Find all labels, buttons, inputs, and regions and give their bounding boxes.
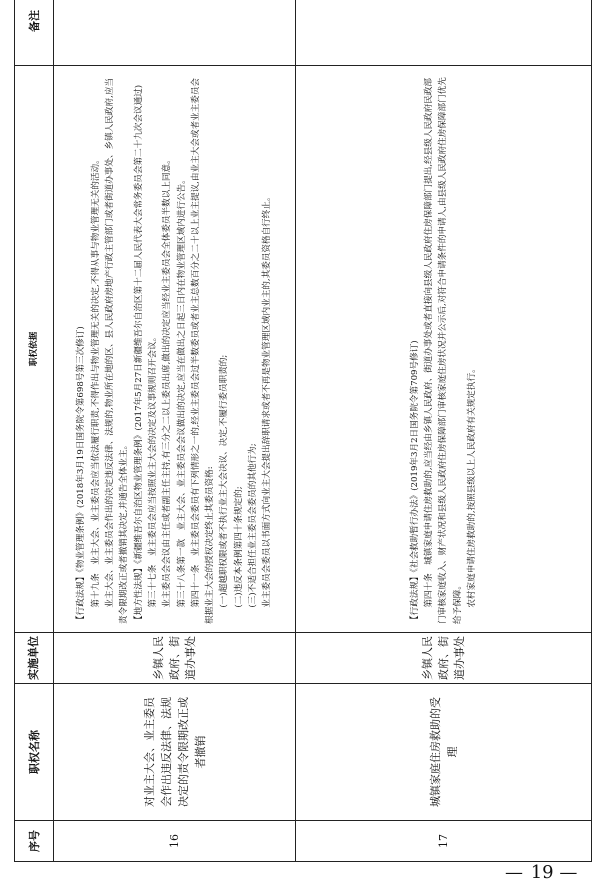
- basis-paragraph: 业主委员会会议由主任或者副主任主持,有三分之二以上委员出席,做出的决定应当经业主委员会全体委员半数以上同意。: [162, 155, 173, 608]
- basis-paragraph: 【地方性法规】《新疆维吾尔自治区物业管理条例》(2017年5月27日新疆维吾尔自治区第十二届人民代表大会常务委员会第二十九次会议通过): [133, 84, 144, 624]
- basis-paragraph: 业主委员会委员以书面方式向业主大会提出辞职请求或者不再是物业管理区域内业主的,其委员资格自行终止。: [262, 192, 273, 608]
- basis-paragraph: (一)超越职权限或者不执行业主大会决议、决定,不履行委员职责的;: [219, 354, 230, 608]
- basis-paragraph: 农村家庭申请住房救助的,按照县级以上人民政府有关规定执行。: [466, 364, 477, 608]
- basis-paragraph: 业主大会、业主委员会作出的决定违反法律、法规的,物业所在地的区、县人民政府房地产行政主管部门或者街道办事处、乡镇人民政府,应当责令限期改正或者撤销其决定,并通告全体业主。: [105, 77, 130, 624]
- implementing-unit: 乡镇人民政府、街道办事处: [296, 633, 592, 684]
- header-name: 职权名称: [15, 684, 54, 821]
- footer-dash-right: —: [559, 862, 580, 883]
- authority-table: [14, 0, 592, 862]
- legal-basis: [296, 66, 592, 633]
- table-row: [296, 0, 592, 862]
- page-footer: [505, 862, 579, 883]
- table-header-row: [15, 0, 54, 862]
- basis-paragraph: 第四十条 城镇家庭申请住房救助的,应当经由乡镇人民政府、街道办事处或者直接向县级人民政府住房保障部门提出,经县级人民政府民政部门审核家庭收入、财产状况和县级人民政府住房保障部门审核家庭住房状况并公示后,对符合申请条件的申请人,由县级人民政府住房保障部门优先给予保障。: [424, 77, 463, 624]
- row-number: 16: [54, 821, 296, 862]
- basis-paragraph: (三)不适合担任业主委员会委员的其他行为;: [247, 443, 258, 608]
- table-row: [54, 0, 296, 862]
- authority-name: 对业主大会、业主委员会作出违反法律、法规决定的责令限期改正或者撤销: [54, 684, 296, 821]
- authority-name: 城镇家庭住房救助的受理: [296, 684, 592, 821]
- footer-dash-left: —: [505, 862, 525, 883]
- row-number: 17: [296, 821, 592, 862]
- header-unit: 实施单位: [15, 633, 54, 684]
- basis-paragraph: 【行政法规】《物业管理条例》(2018年3月19日国务院令第698号第三次修订): [76, 326, 87, 624]
- basis-paragraph: 第四十一条 业主委员会委员有下列情形之一的,经业主委员会过半数委员或者业主总数百分之二十以上业主提议,由业主大会或者业主委员会根据业主大会的授权决定终止其委员资格:: [190, 77, 216, 624]
- remark-cell: [54, 0, 296, 66]
- basis-paragraph: 第十九条 业主大会、业主委员会应当依法履行职责,不得作出与物业管理无关的决定,不得从事与物业管理无关的活动。: [90, 155, 101, 608]
- basis-paragraph: (二)违反本条例第四十条规定的;: [233, 486, 244, 608]
- header-basis: 职权依据: [15, 66, 54, 633]
- remark-cell: [296, 0, 592, 66]
- basis-paragraph: 第三十七条 业主委员会应当按照业主大会的决定及议事规则召开会议。: [147, 332, 158, 608]
- basis-paragraph: 第三十八条第一款 业主大会、业主委员会会议做出的决定,应当在做出之日起三日内在物业管理区域内进行公告。: [176, 175, 187, 608]
- header-remark: 备注: [15, 0, 54, 66]
- basis-paragraph: 【行政法规】《社会救助暂行办法》(2019年3月2日国务院令第709号修订): [409, 340, 420, 624]
- page-number: 19: [530, 862, 554, 883]
- rotated-table-container: [14, 10, 592, 862]
- header-no: 序号: [15, 821, 54, 862]
- legal-basis: [54, 66, 296, 633]
- implementing-unit: 乡镇人民政府、街道办事处: [54, 633, 296, 684]
